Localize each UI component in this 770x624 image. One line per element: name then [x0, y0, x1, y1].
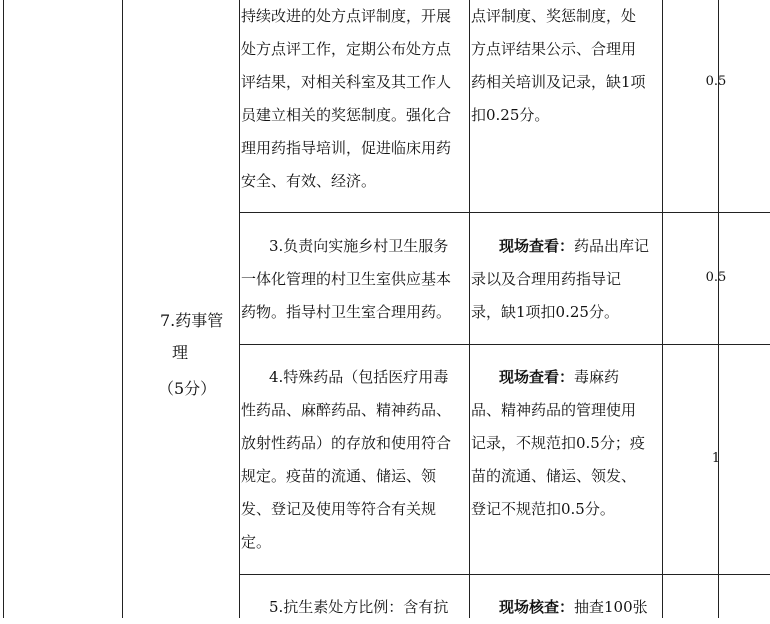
text-line: 处方点评工作，定期公布处方点 [241, 40, 452, 58]
row-divider-3 [239, 574, 770, 575]
text-line: 品、精神药品的管理使用 [471, 401, 637, 419]
table-border-col4 [662, 0, 663, 618]
text-line: 记录，不规范扣0.5分；疫 [471, 434, 645, 452]
text-line: 录，缺1项扣0.25分。 [471, 303, 619, 321]
text-line: 评结果，对相关科室及其工作人 [241, 73, 452, 91]
score-row3: 1 [711, 451, 721, 466]
text-span: 抽查100张 [574, 598, 648, 616]
standard-cell-row3 [241, 361, 469, 559]
score-row2: 0.5 [705, 270, 727, 285]
text-line: 5.抗生素处方比例：含有抗 [269, 598, 449, 616]
category-points: （5分） [158, 379, 217, 398]
text-line: 登记不规范扣0.5分。 [471, 500, 615, 518]
score-row1: 0.5 [705, 74, 727, 89]
text-line: 一体化管理的村卫生室供应基本 [241, 270, 452, 288]
text-line: 安全、有效、经济。 [241, 172, 377, 190]
text-line: 药相关培训及记录，缺1项 [471, 73, 646, 91]
row-divider-2 [239, 344, 770, 345]
table-border-col5 [718, 0, 719, 618]
text-span: 药品出库记 [574, 237, 650, 255]
text-line [471, 230, 662, 263]
category-title-line1: 7.药事管 [160, 311, 224, 330]
text-line [471, 361, 662, 394]
text-line [471, 591, 662, 624]
method-cell-row1 [471, 0, 662, 132]
text-line: 3.负责向实施乡村卫生服务 [269, 237, 449, 255]
category-title-line2: 理 [172, 343, 189, 362]
table-border-left [3, 0, 4, 618]
table-border-col1 [122, 0, 123, 618]
method-cell-row2 [471, 230, 662, 329]
text-line: 录以及合理用药指导记 [471, 270, 622, 288]
text-line: 4.特殊药品（包括医疗用毒 [269, 368, 449, 386]
text-line: 持续改进的处方点评制度，开展 [241, 7, 452, 25]
standard-cell-row4 [241, 591, 469, 624]
text-line: 理用药指导培训，促进临床用药 [241, 139, 452, 157]
text-line: 员建立相关的奖惩制度。强化合 [241, 106, 452, 124]
text-line: 点评制度、奖惩制度，处 [471, 7, 637, 25]
row-divider-1 [239, 212, 770, 213]
text-line: 发、登记及使用等符合有关规 [241, 500, 437, 518]
text-span: 毒麻药 [574, 368, 620, 386]
text-line: 药物。指导村卫生室合理用药。 [241, 303, 452, 321]
text-line: 方点评结果公示、合理用 [471, 40, 637, 58]
standard-cell-row1 [241, 0, 469, 198]
standard-cell-row2 [241, 230, 469, 329]
text-line: 扣0.25分。 [471, 106, 550, 124]
text-line: 规定。疫苗的流通、储运、领 [241, 467, 437, 485]
category-cell [150, 305, 240, 405]
text-line: 定。 [241, 533, 272, 551]
method-head: 现场查看： [499, 368, 575, 386]
text-line: 性药品、麻醉药品、精神药品、 [241, 401, 452, 419]
text-line: 苗的流通、储运、领发、 [471, 467, 637, 485]
method-cell-row4 [471, 591, 662, 624]
method-head: 现场查看： [499, 237, 575, 255]
text-line: 放射性药品）的存放和使用符合 [241, 434, 452, 452]
method-cell-row3 [471, 361, 662, 526]
method-head: 现场核查： [499, 598, 575, 616]
table-border-col3 [469, 0, 470, 618]
